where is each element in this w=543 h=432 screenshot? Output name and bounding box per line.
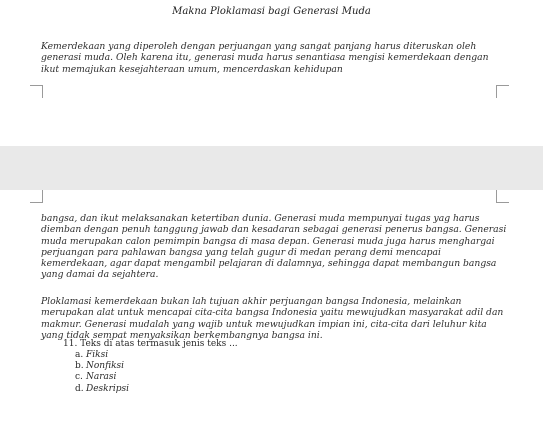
- page-separator: [0, 146, 543, 190]
- paragraph-1: Kemerdekaan yang diperoleh dengan perjuangan yang sangat panjang harus diteruskan oleh generasi muda. Oleh karena itu, generasi muda harus senantiasa mengisi kemerdekaan dengan ikut memajukan kesejahteraan umum, mencerdaskan kehidupan: [41, 41, 489, 75]
- option-letter: b.: [75, 361, 84, 372]
- document-page-2: [0, 190, 543, 432]
- option-a[interactable]: [75, 350, 503, 361]
- question-11: [63, 339, 503, 395]
- option-text: Narasi: [86, 372, 117, 383]
- option-letter: d.: [75, 383, 84, 394]
- page-corner-mark-bottom-left: [30, 85, 43, 98]
- option-letter: c.: [75, 372, 83, 383]
- option-b[interactable]: [75, 361, 503, 372]
- option-c[interactable]: [75, 372, 503, 383]
- page-corner-mark-bottom-right: [496, 85, 509, 98]
- option-text: Nonfiksi: [86, 361, 125, 372]
- question-stem: 11. Teks di atas termasuk jenis teks ...: [63, 339, 238, 349]
- document-page-1: [0, 0, 543, 146]
- answer-options: [63, 350, 503, 395]
- option-text: Deskripsi: [86, 383, 130, 394]
- option-d[interactable]: [75, 384, 503, 395]
- page-corner-mark-top-right: [496, 190, 509, 203]
- paragraph-3: Ploklamasi kemerdekaan bukan lah tujuan akhir perjuangan bangsa Indonesia, melainkan merupakan alat untuk mencapai cita-cita bangsa Indonesia yaitu mewujudkan masyarakat adil dan makmur. Generasi mudalah yang wajib untuk mewujudkan impian ini, cita-cita dari leluhur kita yang tidak sempat menyaksikan berkembangnya bangsa ini.: [41, 296, 504, 341]
- option-text: Fiksi: [86, 350, 109, 360]
- paragraph-2: bangsa, dan ikut melaksanakan ketertiban dunia. Generasi muda mempunyai tugas yag harus diemban dengan penuh tanggung jawab dan kesadaran sebagai generasi penerus bangsa. Generasi muda merupakan calon pemimpin bangsa di masa depan. Generasi muda juga harus menghargai perjuangan para pahlawan bangsa yang telah gugur di medan perang demi mencapai kemerdekaan, agar dapat mengambil pelajaran di dalamnya, sehingga dapat membangun bangsa yang damai da sejahtera.: [41, 213, 507, 281]
- option-letter: a.: [75, 350, 84, 360]
- document-title: Makna Ploklamasi bagi Generasi Muda: [172, 6, 371, 17]
- page-corner-mark-top-left: [30, 190, 43, 203]
